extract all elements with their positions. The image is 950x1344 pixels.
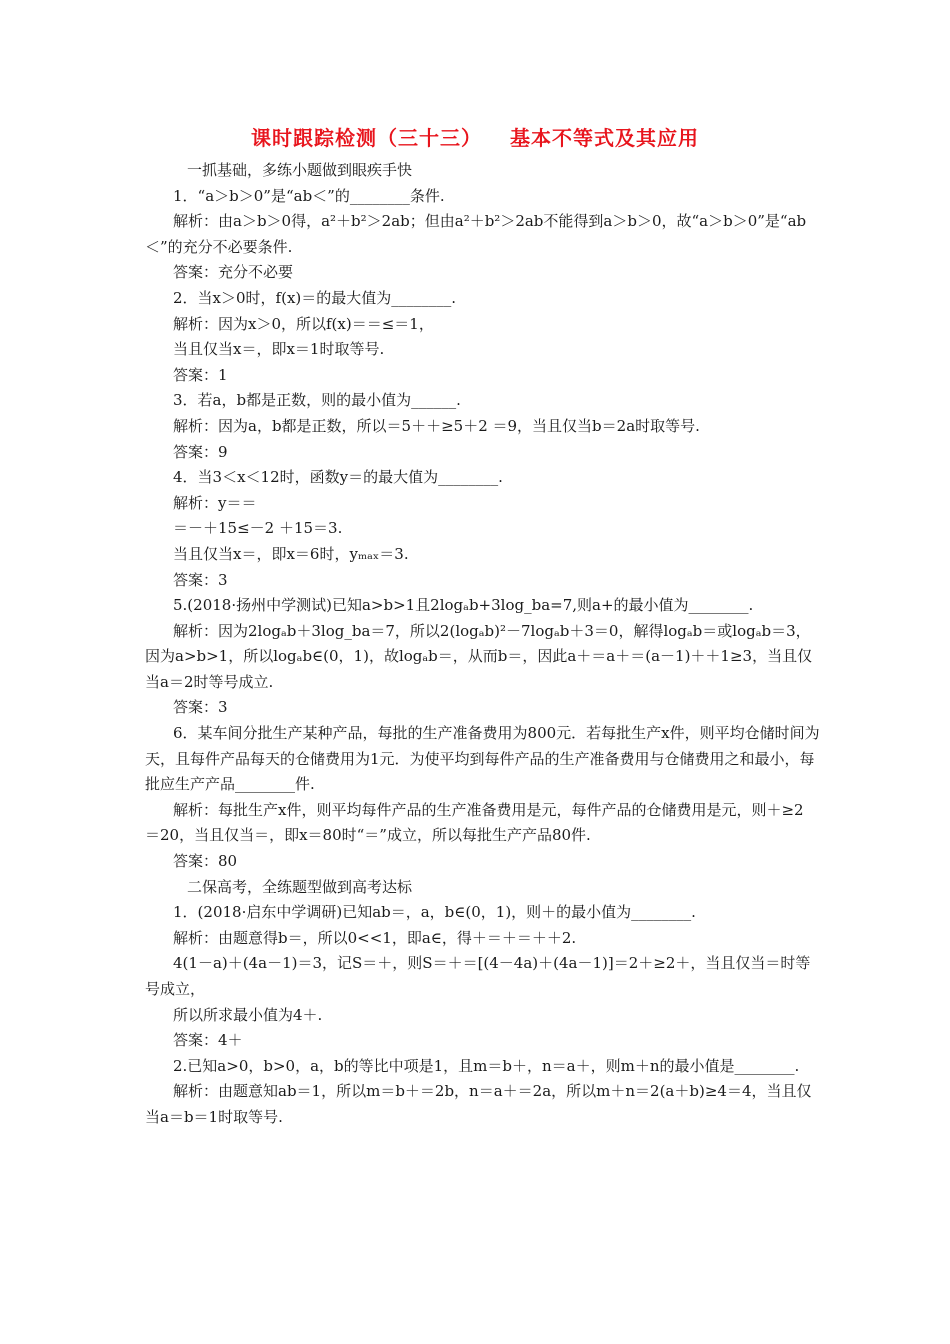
text-line: 解析：因为a，b都是正数，所以＝5＋＋≥5＋2 ＝9，当且仅当b＝2a时取等号. bbox=[173, 416, 700, 435]
document-body bbox=[145, 158, 821, 1131]
text-line: 4(1－a)＋(4a－1)＝3，记S＝＋，则S＝＋＝[(4－4a)＋(4a－1)]＝2＋≥2＋，当且仅当＝时等号成立， bbox=[145, 954, 811, 998]
text-line: 解析：由题意得b＝，所以0<<1，即a∈，得＋＝＋＝＋＋2. bbox=[173, 928, 577, 947]
text-line: 1．“a＞b＞0”是“ab＜”的________条件. bbox=[173, 186, 445, 205]
section-heading: 一抓基础，多练小题做到眼疾手快 bbox=[187, 161, 413, 179]
text-line: 解析：由题意知ab＝1，所以m＝b＋＝2b，n＝a＋＝2a，所以m＋n＝2(a＋b)≥4＝4，当且仅当a＝b＝1时取等号. bbox=[145, 1082, 812, 1126]
text-line: 解析：因为x＞0，所以f(x)＝＝≤＝1， bbox=[173, 314, 434, 333]
text-line: 答案：充分不必要 bbox=[173, 263, 294, 282]
section-heading: 二保高考，全练题型做到高考达标 bbox=[187, 877, 413, 896]
text-line: 解析：y＝＝ bbox=[173, 493, 257, 512]
text-line: 所以所求最小值为4＋. bbox=[173, 1005, 323, 1024]
text-line: 答案：3 bbox=[173, 570, 228, 589]
text-line: 答案：3 bbox=[173, 698, 228, 717]
text-line: 5.(2018·扬州中学测试)已知a>b>1且2logₐb+3log_ba=7,则a+的最小值为________. bbox=[173, 596, 754, 615]
text-line: 解析：因为2logₐb＋3log_ba＝7，所以2(logₐb)²－7logₐb＋3＝0，解得logₐb＝或logₐb＝3，因为a>b>1，所以logₐb∈(0，1)，故logₐb＝，从而b＝，因此a＋＝a＋＝(a－1)＋＋1≥3，当且仅当a＝2时等号成立. bbox=[145, 621, 813, 691]
text-line: 解析：由a＞b＞0得，a²＋b²＞2ab；但由a²＋b²＞2ab不能得到a＞b＞0，故“a＞b＞0”是“ab＜”的充分不必要条件. bbox=[145, 212, 807, 256]
title-right: 基本不等式及其应用 bbox=[510, 126, 699, 150]
text-line: 解析：每批生产x件，则平均每件产品的生产准备费用是元，每件产品的仓储费用是元，则＋≥2 ＝20，当且仅当＝，即x＝80时“＝”成立，所以每批生产产品80件. bbox=[145, 800, 804, 845]
text-line: 3．若a，b都是正数，则的最小值为______. bbox=[173, 391, 461, 410]
text-line: 答案：4＋ bbox=[173, 1031, 243, 1050]
text-line: 当且仅当x＝，即x＝6时，yₘₐₓ＝3. bbox=[173, 544, 409, 563]
text-line: 4．当3＜x＜12时，函数y＝的最大值为________. bbox=[173, 468, 503, 487]
title-left: 课时跟踪检测（三十三） bbox=[251, 126, 482, 150]
text-line: 答案：1 bbox=[173, 365, 228, 384]
text-line: 2．当x＞0时，f(x)＝的最大值为________. bbox=[173, 288, 457, 307]
text-line: 1．(2018·启东中学调研)已知ab＝，a，b∈(0，1)，则＋的最小值为________. bbox=[173, 903, 696, 922]
text-line: ＝－＋15≤－2 ＋15＝3. bbox=[173, 519, 343, 538]
text-line: 答案：80 bbox=[173, 852, 238, 871]
page-title bbox=[0, 122, 950, 151]
text-line: 6．某车间分批生产某种产品，每批的生产准备费用为800元．若每批生产x件，则平均仓储时间为天，且每件产品每天的仓储费用为1元．为使平均到每件产品的生产准备费用与仓储费用之和最小，每批应生产产品________件. bbox=[145, 724, 820, 794]
text-line: 答案：9 bbox=[173, 442, 228, 461]
text-line: 当且仅当x＝，即x＝1时取等号. bbox=[173, 340, 385, 359]
text-line: 2.已知a>0，b>0，a，b的等比中项是1，且m＝b＋，n＝a＋，则m＋n的最小值是________. bbox=[173, 1056, 800, 1075]
